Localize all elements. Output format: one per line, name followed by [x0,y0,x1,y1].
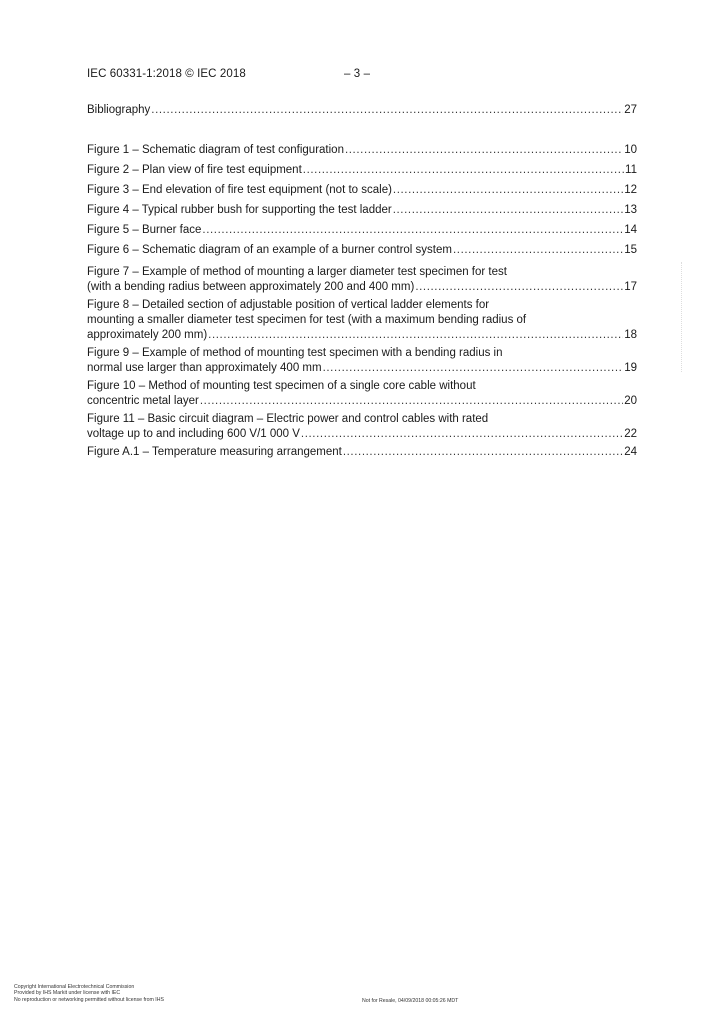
toc-leader-dots [345,143,623,158]
toc-entry[interactable] [87,243,637,258]
toc-entry-text: concentric metal layer [87,395,199,407]
toc-entry[interactable] [87,379,637,409]
toc-entry-text: normal use larger than approximately 400 mm [87,362,322,374]
toc-entry-text: Figure 5 – Burner face [87,224,202,236]
toc-entry-text: Figure 4 – Typical rubber bush for supporting the test ladder [87,204,392,216]
toc-page-number: 11 [625,164,637,176]
toc-entry-text: Figure 1 – Schematic diagram of test configuration [87,144,344,156]
toc-entry-text: Figure 7 – Example of method of mounting a larger diameter test specimen for test [87,266,507,278]
toc-entry[interactable] [87,346,637,376]
toc-entry[interactable] [87,163,637,178]
footer-line: Provided by IHS Markit under license with IEC [14,990,121,997]
footer-line: No reproduction or networking permitted without license from IHS [14,996,164,1003]
toc-page-number: 13 [624,204,637,216]
toc-leader-dots [301,427,623,442]
toc-page-number: 24 [624,446,637,458]
toc-page-number: 27 [624,104,637,116]
toc-entry-text: Bibliography [87,104,151,116]
toc-entry[interactable] [87,298,637,343]
footer-copyright [14,984,164,1003]
toc-page-number: 15 [624,244,637,256]
toc-entry[interactable] [87,183,637,198]
toc-entry[interactable] [87,203,637,218]
toc-leader-dots [208,328,623,343]
toc-entry-text: Figure A.1 – Temperature measuring arrangement [87,446,342,458]
toc-leader-dots [393,203,623,218]
toc-entry-text: voltage up to and including 600 V/1 000 V [87,428,300,440]
toc-entry[interactable] [87,223,637,238]
toc-entry-text: Figure 6 – Schematic diagram of an example of a burner control system [87,244,452,256]
toc-page-number: 17 [624,281,637,293]
toc-entry-text: (with a bending radius between approximately 200 and 400 mm) [87,281,415,293]
toc-leader-dots [151,103,623,118]
document-id: IEC 60331-1:2018 © IEC 2018 [87,68,246,80]
toc-leader-dots [202,223,623,238]
page-number: – 3 – [344,68,371,80]
toc-page-number: 22 [624,428,637,440]
toc-page-number: 18 [624,329,637,341]
toc-leader-dots [200,394,623,409]
toc-entry-text: Figure 3 – End elevation of fire test equipment (not to scale) [87,184,392,196]
toc-leader-dots [323,361,624,376]
toc-page-number: 14 [624,224,637,236]
toc-entry-text: approximately 200 mm) [87,329,208,341]
toc-entry[interactable] [87,143,637,158]
toc-entry-text: Figure 8 – Detailed section of adjustable position of vertical ladder elements for [87,299,490,311]
toc-entry[interactable] [87,265,637,295]
toc-entry-text: mounting a smaller diameter test specimen for test (with a maximum bending radius of [87,314,527,326]
toc-page-number: 10 [624,144,637,156]
toc-leader-dots [393,183,623,198]
margin-marks [681,262,686,372]
toc-entry[interactable] [87,412,637,442]
toc-entry-text: Figure 2 – Plan view of fire test equipment [87,164,302,176]
toc-leader-dots [303,163,624,178]
toc-entry[interactable] [87,103,637,118]
toc-page-number: 12 [624,184,637,196]
toc-entry-text: Figure 10 – Method of mounting test specimen of a single core cable without [87,380,476,392]
toc-page-number: 19 [624,362,637,374]
toc-page-number: 20 [624,395,637,407]
footer-resale-notice: Not for Resale, 04/09/2018 00:05:26 MDT [362,998,459,1004]
toc-entry[interactable] [87,445,637,460]
toc-entry-text: Figure 9 – Example of method of mounting test specimen with a bending radius in [87,347,503,359]
toc-leader-dots [415,280,623,295]
toc-entry-text: Figure 11 – Basic circuit diagram – Electric power and control cables with rated [87,413,489,425]
toc-leader-dots [453,243,623,258]
footer-line: Copyright International Electrotechnical Commission [14,984,135,990]
toc-leader-dots [343,445,623,460]
